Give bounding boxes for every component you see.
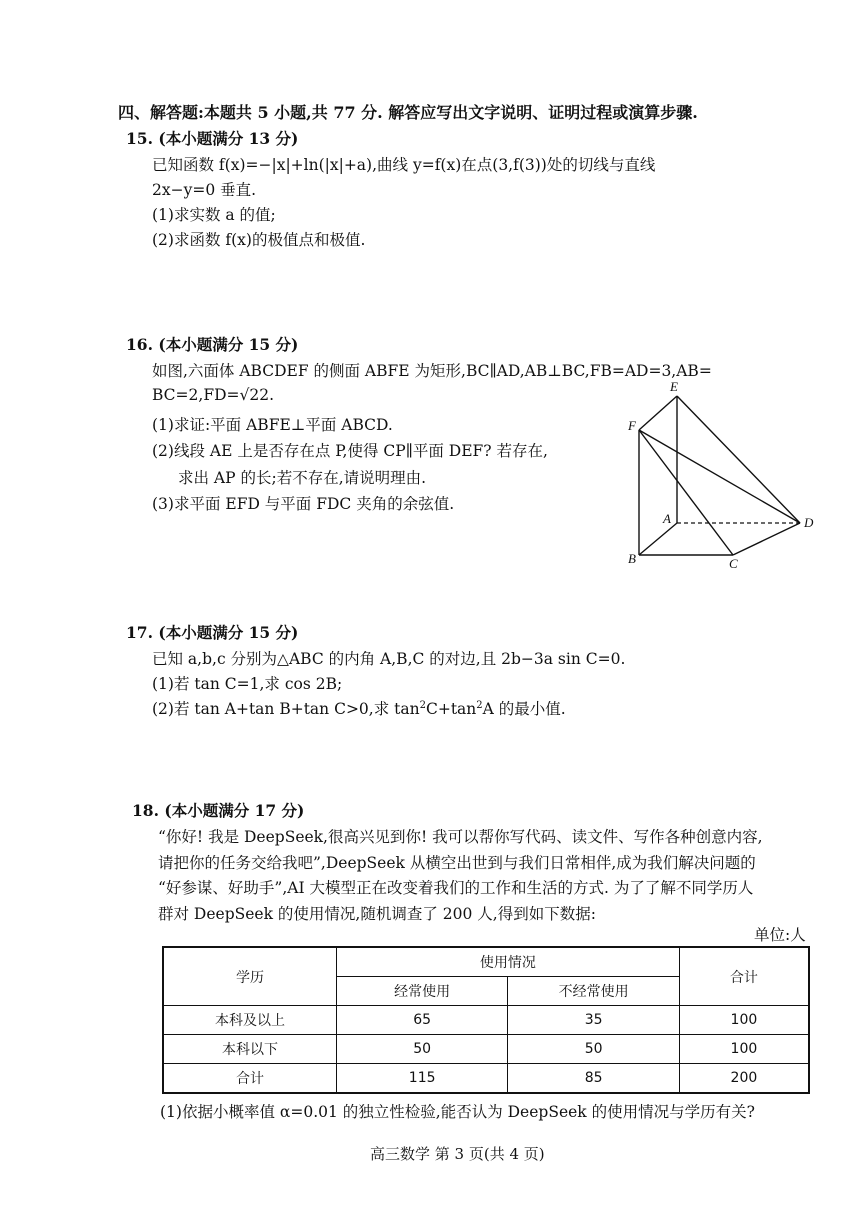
q15-sub-1: (1)求实数 a 的值; (152, 206, 276, 224)
q17-sub-2-part-a: (2)若 tan A+tan B+tan C>0,求 tan (152, 700, 420, 718)
table-cell: 35 (508, 1006, 679, 1035)
q18-line-2: 请把你的任务交给我吧”,DeepSeek 从横空出世到与我们日常相伴,成为我们解决问题的 (158, 854, 756, 872)
label-A: A (663, 511, 671, 526)
table-row (163, 1006, 809, 1035)
q17-header: 17. (本小题满分 15 分) (126, 623, 299, 642)
table-row (163, 1064, 809, 1094)
label-F: F (628, 418, 636, 433)
q16-sub-2: (2)线段 AE 上是否存在点 P,使得 CP∥平面 DEF? 若存在, (152, 442, 548, 460)
page-footer: 高三数学 第 3 页(共 4 页) (370, 1145, 545, 1163)
table-cell: 200 (679, 1064, 809, 1094)
header-often: 经常使用 (336, 977, 507, 1006)
header-education: 学历 (163, 947, 336, 1006)
q16-header: 16. (本小题满分 15 分) (126, 335, 299, 354)
q17-sup-2: 2 (476, 699, 483, 711)
q17-sub-2-part-b: C+tan (425, 700, 477, 718)
survey-table (162, 946, 810, 1094)
q16-line-1: 如图,六面体 ABCDEF 的侧面 ABFE 为矩形,BC∥AD,AB⊥BC,FB=AD=3,AB= (152, 362, 712, 380)
q17-line-1: 已知 a,b,c 分别为△ABC 的内角 A,B,C 的对边,且 2b−3a sin C=0. (152, 650, 626, 668)
label-C: C (729, 556, 738, 570)
q17-sub-2-part-c: A 的最小值. (482, 700, 566, 718)
table-cell: 100 (679, 1035, 809, 1064)
q16-line-2: BC=2,FD=√22. (152, 386, 275, 404)
table-cell: 50 (336, 1035, 507, 1064)
q17-sub-1: (1)若 tan C=1,求 cos 2B; (152, 675, 343, 693)
q17-sup-1: 2 (419, 699, 426, 711)
table-cell: 100 (679, 1006, 809, 1035)
q16-sub-1: (1)求证:平面 ABFE⊥平面 ABCD. (152, 416, 393, 434)
table-cell: 50 (508, 1035, 679, 1064)
table-cell: 本科及以上 (163, 1006, 336, 1035)
q17-sub-2 (152, 697, 566, 719)
table-cell: 65 (336, 1006, 507, 1035)
q18-unit: 单位:人 (754, 926, 806, 944)
header-not-often: 不经常使用 (508, 977, 679, 1006)
q15-header: 15. (本小题满分 13 分) (126, 129, 299, 148)
edge-FC (639, 430, 733, 555)
edge-BA (639, 523, 677, 555)
table-cell: 本科以下 (163, 1035, 336, 1064)
table-row (163, 1035, 809, 1064)
table-cell: 合计 (163, 1064, 336, 1094)
q15-line-2: 2x−y=0 垂直. (152, 181, 257, 199)
label-B: B (628, 551, 636, 566)
q15-line-1: 已知函数 f(x)=−|x|+ln(|x|+a),曲线 y=f(x)在点(3,f(3))处的切线与直线 (152, 156, 656, 174)
q18-line-1: “你好! 我是 DeepSeek,很高兴见到你! 我可以帮你写代码、读文件、写作各种创意内容, (158, 828, 763, 846)
q18-sub-1: (1)依据小概率值 α=0.01 的独立性检验,能否认为 DeepSeek 的使用情况与学历有关? (160, 1103, 755, 1121)
q18-header: 18. (本小题满分 17 分) (132, 801, 305, 820)
edge-EF (639, 396, 677, 430)
edge-FD (639, 430, 800, 523)
q18-line-3: “好参谋、好助手”,AI 大模型正在改变着我们的工作和生活的方式. 为了了解不同学历人 (158, 879, 754, 897)
header-usage: 使用情况 (336, 947, 679, 977)
header-total: 合计 (679, 947, 809, 1006)
table-cell: 115 (336, 1064, 507, 1094)
edge-CD (733, 523, 800, 555)
label-D: D (804, 515, 814, 530)
q15-sub-2: (2)求函数 f(x)的极值点和极值. (152, 231, 366, 249)
label-E: E (670, 379, 678, 394)
section-title: 四、解答题:本题共 5 小题,共 77 分. 解答应写出文字说明、证明过程或演算步骤. (118, 103, 698, 122)
table-cell: 85 (508, 1064, 679, 1094)
hexahedron-figure (625, 375, 820, 570)
q16-sub-2-cont: 求出 AP 的长;若不存在,请说明理由. (178, 469, 427, 487)
q18-line-4: 群对 DeepSeek 的使用情况,随机调查了 200 人,得到如下数据: (158, 905, 596, 923)
q16-sub-3: (3)求平面 EFD 与平面 FDC 夹角的余弦值. (152, 495, 455, 513)
